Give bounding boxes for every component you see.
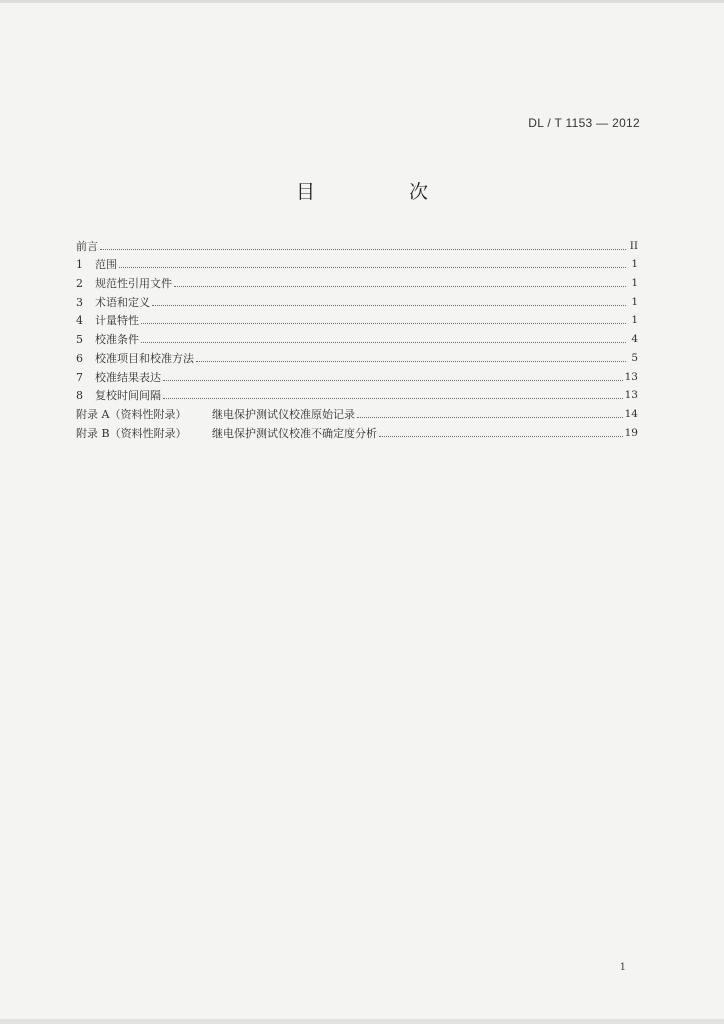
- toc-entry-label: 继电保护测试仪校准不确定度分析: [212, 426, 377, 440]
- toc-entry-page: 5: [631, 351, 638, 364]
- toc-entry-number: 8: [76, 389, 83, 403]
- table-of-contents: [76, 234, 638, 440]
- toc-entry-label: 前言: [76, 239, 98, 253]
- toc-entry-page: 19: [624, 426, 638, 439]
- toc-entry-page: 13: [624, 389, 638, 402]
- toc-entry-label: 校准条件: [95, 333, 139, 347]
- toc-entry-page: 1: [631, 277, 638, 290]
- toc-entry-5[interactable]: [76, 327, 638, 346]
- toc-entry-page: 1: [631, 314, 638, 327]
- toc-entry-page: 4: [631, 333, 638, 346]
- toc-entry-label: 复校时间间隔: [95, 389, 161, 403]
- toc-entry-page: II: [629, 239, 638, 252]
- toc-entry-label: 计量特性: [95, 314, 139, 328]
- toc-entry-page: 1: [631, 295, 638, 308]
- toc-entry-2[interactable]: [76, 271, 638, 290]
- toc-entry-label: 继电保护测试仪校准原始记录: [212, 407, 355, 421]
- toc-entry-1[interactable]: [76, 253, 638, 272]
- toc-entry-page: 14: [624, 407, 638, 420]
- dot-leader: [141, 341, 626, 343]
- toc-entry-number: 1: [76, 258, 83, 272]
- dot-leader: [174, 285, 626, 287]
- dot-leader: [379, 435, 623, 437]
- dot-leader: [357, 416, 623, 418]
- toc-entry-number: 5: [76, 333, 83, 347]
- dot-leader: [119, 266, 626, 268]
- standard-number: DL / T 1153 — 2012: [528, 116, 640, 130]
- scan-edge-top: [0, 0, 724, 3]
- toc-entry-7[interactable]: [76, 365, 638, 384]
- toc-entry-number: 7: [76, 370, 83, 384]
- toc-entry-label: 校准项目和校准方法: [95, 351, 194, 365]
- dot-leader: [163, 379, 623, 381]
- dot-leader: [141, 322, 626, 324]
- toc-entry-preface[interactable]: [76, 234, 638, 253]
- page-number: 1: [619, 962, 626, 973]
- dot-leader: [196, 360, 626, 362]
- toc-entry-number: 3: [76, 295, 83, 309]
- dot-leader: [100, 248, 626, 250]
- toc-entry-3[interactable]: [76, 290, 638, 309]
- toc-entry-annex-a[interactable]: [76, 402, 638, 421]
- toc-entry-page: 13: [624, 370, 638, 383]
- toc-entry-annex-b[interactable]: [76, 421, 638, 440]
- toc-title: 目 次: [295, 181, 473, 203]
- toc-entry-label: 规范性引用文件: [95, 277, 172, 291]
- toc-entry-label: 术语和定义: [95, 295, 150, 309]
- annex-prefix: 附录 A（资料性附录）: [76, 407, 187, 421]
- toc-entry-label: 范围: [95, 258, 117, 272]
- scan-edge-bottom: [0, 1019, 724, 1024]
- toc-entry-8[interactable]: [76, 384, 638, 403]
- toc-entry-number: 4: [76, 314, 83, 328]
- annex-prefix: 附录 B（资料性附录）: [76, 426, 187, 440]
- toc-entry-4[interactable]: [76, 309, 638, 328]
- toc-entry-number: 6: [76, 351, 83, 365]
- dot-leader: [152, 304, 626, 306]
- dot-leader: [163, 397, 623, 399]
- toc-entry-label: 校准结果表达: [95, 370, 161, 384]
- toc-entry-page: 1: [631, 258, 638, 271]
- toc-entry-number: 2: [76, 277, 83, 291]
- toc-entry-6[interactable]: [76, 346, 638, 365]
